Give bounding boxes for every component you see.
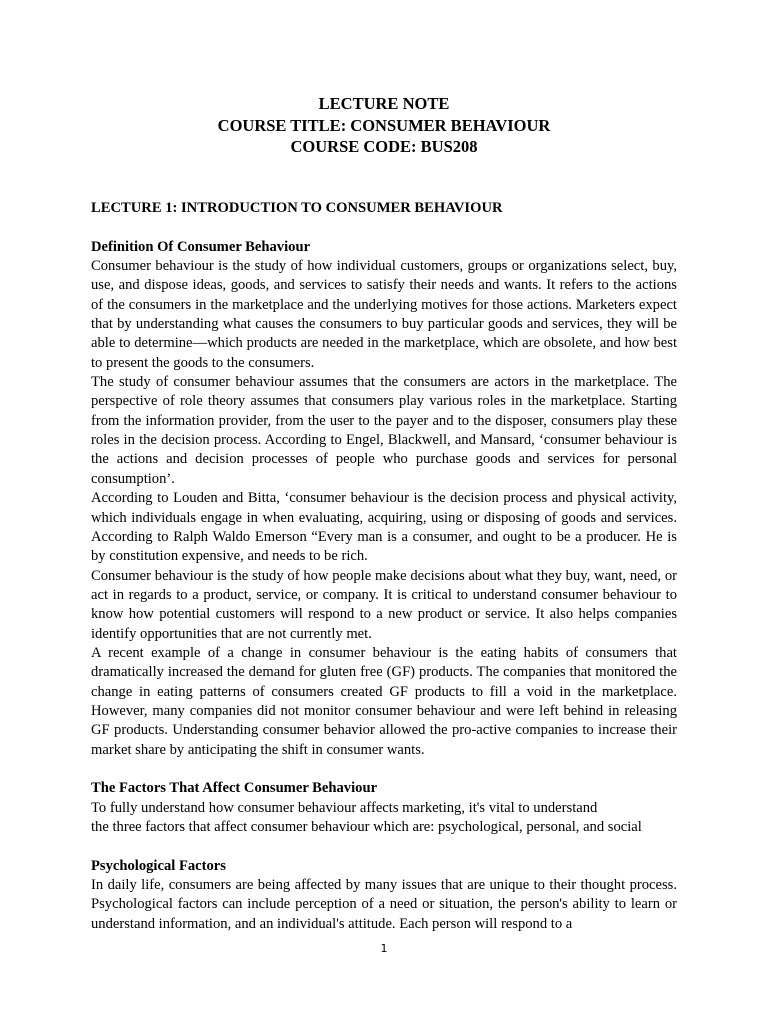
- factors-heading: The Factors That Affect Consumer Behaviour: [91, 780, 378, 797]
- factors-line-2: the three factors that affect consumer behaviour which are: psychological, personal, and social: [91, 819, 642, 835]
- document-body: [91, 199, 677, 934]
- definition-paragraph-1: Consumer behaviour is the study of how individual customers, groups or organizations select, buy, use, and dispose ideas, goods, and services to satisfy their needs and wants. It refers to the actions of the consumers in the marketplace and the underlying motives for those actions. Marketers expect that by understanding what causes the consumers to buy particular goods and services, they will be able to determine—which products are needed in the marketplace, which are obsolete, and how best to present the goods to the consumers.: [91, 258, 677, 371]
- course-code: COURSE CODE: BUS208: [290, 137, 478, 156]
- lecture-heading: LECTURE 1: INTRODUCTION TO CONSUMER BEHAVIOUR: [91, 200, 503, 216]
- psychological-paragraph: In daily life, consumers are being affected by many issues that are unique to their thought process. Psychological factors can include perception of a need or situation, the person's ability to learn or understand information, and an individual's attitude. Each person will respond to a: [91, 877, 677, 932]
- section-spacer: [91, 837, 677, 856]
- document-title-block: [0, 93, 768, 158]
- factors-line-1: To fully understand how consumer behaviour affects marketing, it's vital to understand: [91, 799, 598, 816]
- definition-paragraph-5: A recent example of a change in consumer behaviour is the eating habits of consumers that dramatically increased the demand for gluten free (GF) products. The companies that monitored the change in eating patterns of consumers created GF products to fill a void in the marketplace. However, many companies did not monitor consumer behaviour and were left behind in releasing GF products. Understanding consumer behavior allowed the pro-active companies to increase their market share by anticipating the shift in consumer wants.: [91, 644, 677, 758]
- psychological-heading: Psychological Factors: [91, 857, 226, 874]
- definition-paragraph-2: The study of consumer behaviour assumes that the consumers are actors in the marketplace. The perspective of role theory assumes that consumers play various roles in the marketplace. Starting from the information provider, from the user to the payer and to the disposer, consumers play these roles in the decision process. According to Engel, Blackwell, and Mansard, ‘consumer behaviour is the actions and decision processes of people who purchase goods and services for personal consumption’.: [91, 374, 677, 487]
- lecture-note-title: LECTURE NOTE: [318, 94, 450, 113]
- section-spacer: [91, 760, 677, 779]
- course-title: COURSE TITLE: CONSUMER BEHAVIOUR: [217, 115, 551, 135]
- definition-paragraph-4: Consumer behaviour is the study of how people make decisions about what they buy, want, need, or act in regards to a product, service, or company. It is critical to understand consumer behaviour to know how potential customers will respond to a new product or service. It also helps companies identify opportunities that are not currently met.: [91, 567, 677, 642]
- definition-heading: Definition Of Consumer Behaviour: [91, 238, 311, 255]
- definition-paragraph-3: According to Louden and Bitta, ‘consumer behaviour is the decision process and physical activity, which individuals engage in when evaluating, acquiring, using or disposing of goods and services. According to Ralph Waldo Emerson “Every man is a consumer, and ought to be a producer. He is by constitution expensive, and needs to be rich.: [91, 490, 677, 565]
- page-number: 1: [380, 942, 388, 955]
